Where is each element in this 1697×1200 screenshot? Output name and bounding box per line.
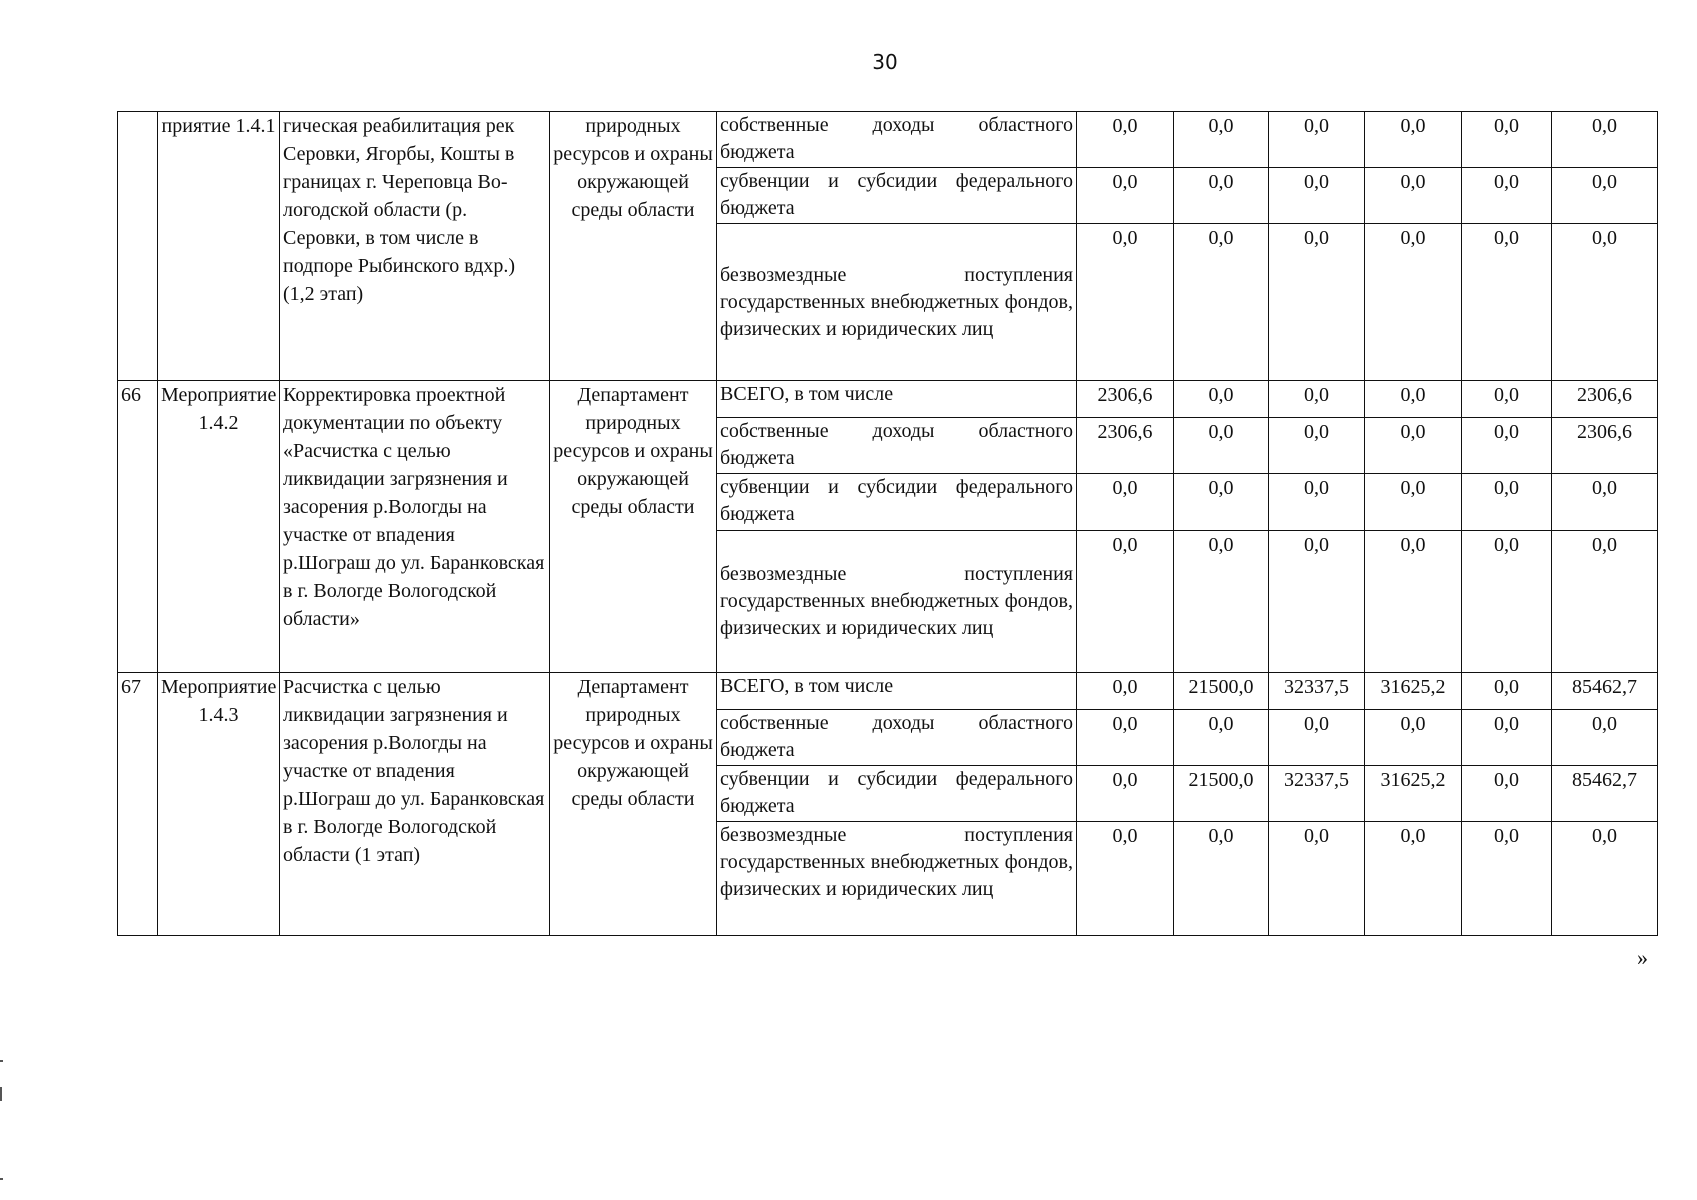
value-cell: 32337,5	[1269, 766, 1365, 822]
value-cell: 0,0	[1269, 381, 1365, 418]
value-cell: 2306,6	[1552, 381, 1658, 418]
funding-source: собственные доходы областного бюджета	[717, 710, 1077, 766]
funding-source: собственные доходы областного бюджета	[717, 418, 1077, 474]
event-code: приятие 1.4.1	[158, 112, 280, 381]
value-cell: 21500,0	[1174, 766, 1269, 822]
value-cell: 0,0	[1365, 418, 1462, 474]
event-code: Мероприятие 1.4.3	[158, 673, 280, 936]
table-row	[118, 673, 1658, 710]
value-cell: 85462,7	[1552, 766, 1658, 822]
funding-source: субвенции и субсидии федерального бюджета	[717, 474, 1077, 531]
value-cell: 85462,7	[1552, 673, 1658, 710]
value-cell: 0,0	[1462, 710, 1552, 766]
row-number	[118, 112, 158, 381]
value-cell: 0,0	[1269, 822, 1365, 936]
value-cell: 0,0	[1077, 710, 1174, 766]
value-cell: 0,0	[1462, 766, 1552, 822]
value-cell: 0,0	[1365, 710, 1462, 766]
value-cell: 21500,0	[1174, 673, 1269, 710]
value-cell: 0,0	[1269, 112, 1365, 168]
budget-table	[117, 111, 1658, 936]
value-cell: 0,0	[1077, 673, 1174, 710]
funding-source: безвозмездные поступления государственных внебюджетных фондов, физических и юридических лиц	[717, 531, 1077, 673]
row-number: 67	[118, 673, 158, 936]
responsible-department: природных ресурсов и охраны окружающей среды области	[550, 112, 717, 381]
value-cell: 0,0	[1365, 531, 1462, 673]
value-cell: 0,0	[1269, 474, 1365, 531]
value-cell: 0,0	[1077, 112, 1174, 168]
responsible-department: Департамент природных ресурсов и охраны окружающей среды области	[550, 381, 717, 673]
value-cell: 0,0	[1462, 474, 1552, 531]
funding-source: собственные доходы областного бюджета	[717, 112, 1077, 168]
value-cell: 0,0	[1462, 418, 1552, 474]
value-cell: 0,0	[1174, 168, 1269, 224]
value-cell: 0,0	[1174, 224, 1269, 381]
scan-margin-mark	[0, 1178, 3, 1180]
funding-source: безвозмездные поступления государственных внебюджетных фондов, физических и юридических лиц	[717, 822, 1077, 936]
value-cell: 0,0	[1552, 531, 1658, 673]
page-number: 30	[872, 50, 898, 74]
value-cell: 0,0	[1174, 822, 1269, 936]
value-cell: 0,0	[1552, 822, 1658, 936]
value-cell: 31625,2	[1365, 766, 1462, 822]
value-cell: 0,0	[1269, 224, 1365, 381]
event-code: Мероприятие 1.4.2	[158, 381, 280, 673]
value-cell: 0,0	[1365, 112, 1462, 168]
value-cell: 0,0	[1269, 418, 1365, 474]
value-cell: 0,0	[1462, 822, 1552, 936]
value-cell: 0,0	[1269, 531, 1365, 673]
responsible-department: Департамент природных ресурсов и охраны окружающей среды области	[550, 673, 717, 936]
value-cell: 0,0	[1269, 168, 1365, 224]
value-cell: 0,0	[1365, 381, 1462, 418]
value-cell: 0,0	[1365, 474, 1462, 531]
value-cell: 0,0	[1174, 531, 1269, 673]
value-cell: 0,0	[1462, 381, 1552, 418]
value-cell: 31625,2	[1365, 673, 1462, 710]
row-number: 66	[118, 381, 158, 673]
value-cell: 0,0	[1552, 474, 1658, 531]
value-cell: 0,0	[1365, 822, 1462, 936]
value-cell: 0,0	[1077, 531, 1174, 673]
value-cell: 0,0	[1462, 224, 1552, 381]
value-cell: 0,0	[1174, 474, 1269, 531]
event-name: Корректировка проектной документации по объекту «Расчистка с целью ликвидации загрязнения и засорения р.Вологды на участке от впадения р.Шограш до ул. Баранковская в г. Вологде Вологодской области»	[280, 381, 550, 673]
event-name: гическая реабилитация рек Серовки, Ягорбы, Кошты в границах г. Череповца Во-логодской области (р. Серовки, в том числе в подпоре Рыбинского вдхр.) (1,2 этап)	[280, 112, 550, 381]
value-cell: 0,0	[1077, 224, 1174, 381]
funding-source: ВСЕГО, в том числе	[717, 381, 1077, 418]
scan-margin-mark	[0, 1060, 3, 1062]
value-cell: 0,0	[1462, 168, 1552, 224]
funding-source: субвенции и субсидии федерального бюджета	[717, 766, 1077, 822]
value-cell: 0,0	[1077, 168, 1174, 224]
value-cell: 0,0	[1365, 168, 1462, 224]
value-cell: 0,0	[1174, 418, 1269, 474]
funding-source: безвозмездные поступления государственных внебюджетных фондов, физических и юридических лиц	[717, 224, 1077, 381]
funding-source: субвенции и субсидии федерального бюджета	[717, 168, 1077, 224]
value-cell: 0,0	[1552, 224, 1658, 381]
value-cell: 0,0	[1077, 766, 1174, 822]
scan-margin-mark	[0, 1087, 2, 1101]
value-cell: 0,0	[1174, 112, 1269, 168]
value-cell: 0,0	[1552, 112, 1658, 168]
value-cell: 0,0	[1462, 112, 1552, 168]
closing-quote: »	[1637, 945, 1648, 970]
event-name: Расчистка с целью ликвидации загрязнения и засорения р.Вологды на участке от впадения р.Шограш до ул. Баранковская в г. Вологде Вологодской области (1 этап)	[280, 673, 550, 936]
value-cell: 2306,6	[1077, 381, 1174, 418]
value-cell: 0,0	[1462, 673, 1552, 710]
value-cell: 0,0	[1269, 710, 1365, 766]
value-cell: 0,0	[1174, 710, 1269, 766]
value-cell: 2306,6	[1552, 418, 1658, 474]
table-row	[118, 381, 1658, 418]
table-row	[118, 112, 1658, 168]
value-cell: 0,0	[1077, 822, 1174, 936]
value-cell: 0,0	[1077, 474, 1174, 531]
value-cell: 0,0	[1365, 224, 1462, 381]
value-cell: 2306,6	[1077, 418, 1174, 474]
value-cell: 0,0	[1462, 531, 1552, 673]
value-cell: 0,0	[1174, 381, 1269, 418]
funding-source: ВСЕГО, в том числе	[717, 673, 1077, 710]
value-cell: 0,0	[1552, 168, 1658, 224]
value-cell: 32337,5	[1269, 673, 1365, 710]
value-cell: 0,0	[1552, 710, 1658, 766]
